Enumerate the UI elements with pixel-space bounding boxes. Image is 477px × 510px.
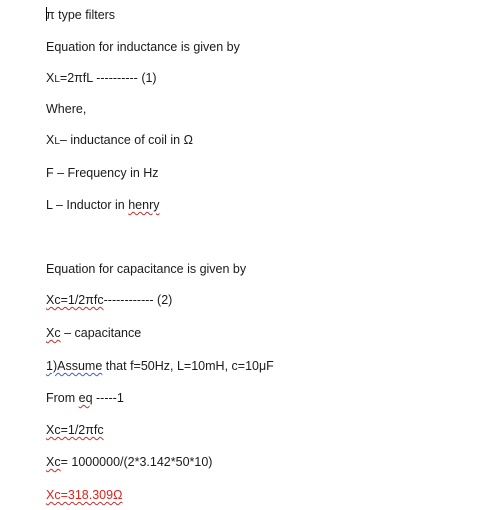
from-equation-line <box>46 390 124 406</box>
assumption-line <box>46 358 274 374</box>
assume-word: 1)Assume <box>46 359 103 373</box>
henry-word: henry <box>128 198 160 212</box>
xc-substitution-line <box>46 454 212 470</box>
xl-subscript: L <box>54 74 60 85</box>
eq-word: eq <box>78 391 93 405</box>
equation-ref: -----1 <box>92 391 124 405</box>
capacitance-formula: Xc=1/2πfc <box>46 293 104 307</box>
definition-xl <box>46 132 193 150</box>
capacitance-intro: Equation for capacitance is given by <box>46 262 247 276</box>
equation-number-2: ------------ (2) <box>103 293 173 307</box>
from-word: From <box>46 391 79 405</box>
xc-symbol: Xc <box>46 326 61 340</box>
xc-formula: Xc=1/2πfc <box>46 423 104 437</box>
definition-frequency: F – Frequency in Hz <box>46 166 159 180</box>
xl-symbol: X <box>46 133 55 147</box>
xc-symbol: Xc <box>46 455 61 469</box>
xc-result-line <box>46 487 122 503</box>
where-label: Where, <box>46 102 87 116</box>
inductance-equation <box>46 70 157 88</box>
heading-text: π type filters <box>46 8 116 22</box>
capacitance-equation <box>46 292 172 308</box>
xc-formula-line <box>46 422 104 438</box>
inductor-definition: L – Inductor in <box>46 198 129 212</box>
xc-result: Xc=318.309Ω <box>46 488 123 502</box>
xl-definition: – inductance of coil in Ω <box>59 133 193 147</box>
xc-definition: – capacitance <box>60 326 142 340</box>
heading-pi-type-filters <box>46 7 115 23</box>
xl-subscript: L <box>54 136 60 147</box>
xc-substitution: = 1000000/(2*3.142*50*10) <box>60 455 213 469</box>
inductance-formula: =2πfL ---------- (1) <box>59 71 157 85</box>
inductance-intro: Equation for inductance is given by <box>46 40 240 54</box>
definition-xc <box>46 325 141 341</box>
assumption-values: that f=50Hz, L=10mH, c=10μF <box>102 359 274 373</box>
definition-inductor <box>46 197 160 213</box>
xl-symbol: X <box>46 71 55 85</box>
